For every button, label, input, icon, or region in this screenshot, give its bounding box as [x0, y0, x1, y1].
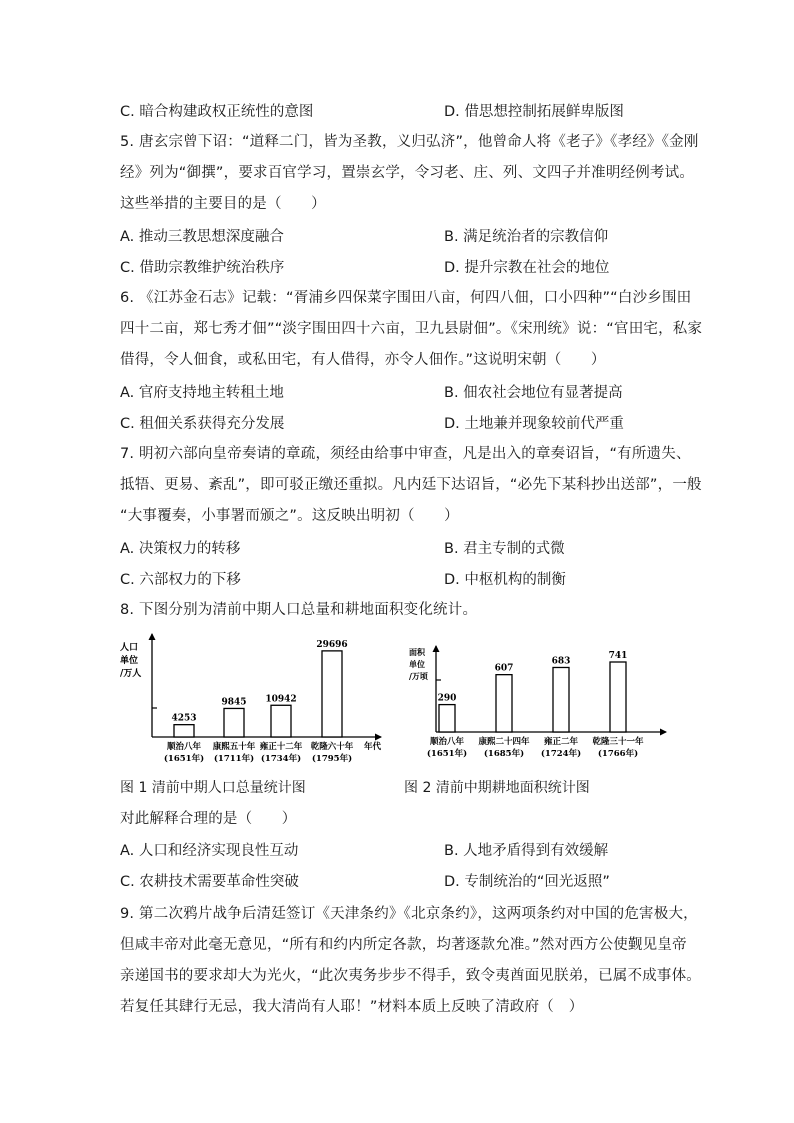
bar	[496, 675, 512, 732]
q7-line-2: 抵牾、更易、紊乱”，即可驳正缴还重拟。凡内廷下达诏旨，“必先下某科抄出送部”，一般	[120, 477, 702, 493]
bar	[224, 708, 244, 737]
x-tick-label: (1795年)	[311, 754, 353, 764]
q7-line-1: 7. 明初六部向皇帝奏请的章疏，须经由给事中审查，凡是出入的章奏诏旨，“有所遗失、	[120, 446, 691, 462]
q6-option-a: A. 官府支持地主转租土地	[120, 385, 284, 401]
bar	[322, 651, 342, 737]
bar	[553, 667, 569, 732]
bar-value-label: 29696	[316, 639, 348, 650]
y-axis-label: 人口	[120, 643, 139, 653]
q8-option-c: C. 农耕技术需要革命性突破	[120, 874, 299, 890]
q8-option-a: A. 人口和经济实现良性互动	[120, 843, 299, 859]
q5-option-d: D. 提升宗教在社会的地位	[444, 260, 610, 276]
x-tick-label: 雍正二年	[543, 737, 579, 747]
x-axis-arrow	[375, 734, 382, 741]
farmland-chart	[404, 642, 674, 770]
q7-option-d: D. 中枢机构的制衡	[444, 572, 566, 588]
x-tick-label: (1711年)	[213, 754, 255, 764]
bar	[174, 725, 194, 737]
q5-option-a: A. 推动三教思想深度融合	[120, 229, 284, 245]
y-axis-arrow	[433, 645, 440, 652]
y-axis-label: 面积	[409, 647, 425, 657]
y-axis-label: 单位	[409, 659, 425, 669]
q5-line-1: 5. 唐玄宗曾下诏：“道释二门，皆为圣教，义归弘济”，他曾命人将《老子》《孝经》《金刚	[120, 134, 699, 150]
bar-value-label: 4253	[171, 713, 197, 724]
q4-option-d: D. 借思想控制拓展鲜卑版图	[444, 104, 624, 120]
x-tick-label: 顺治八年	[429, 737, 465, 747]
q9-line-2: 但咸丰帝对此毫无意见，“所有和约内所定各款，均著逐款允准。”然对西方公使觐见皇帝	[120, 937, 687, 953]
x-tick-label: (1724年)	[540, 749, 582, 759]
x-tick-label: 康熙五十年	[212, 742, 256, 752]
q5-option-b: B. 满足统治者的宗教信仰	[444, 229, 609, 245]
x-tick-label: 康熙二十四年	[478, 737, 530, 747]
y-axis-label: /万人	[120, 669, 142, 679]
q5-line-3: 这些举措的主要目的是（ ）	[120, 196, 326, 212]
bar-value-label: 10942	[265, 694, 297, 705]
bar	[271, 705, 291, 737]
q4-option-c: C. 暗合构建政权正统性的意图	[120, 104, 314, 120]
q6-option-c: C. 租佃关系获得充分发展	[120, 416, 285, 432]
q8-option-b: B. 人地矛盾得到有效缓解	[444, 843, 609, 859]
q6-option-d: D. 土地兼并现象较前代严重	[444, 416, 624, 432]
q5-option-c: C. 借助宗教维护统治秩序	[120, 260, 285, 276]
q7-line-3: “大事覆奏，小事署而颁之”。这反映出明初（ ）	[120, 508, 459, 524]
figure-1-caption: 图 1 清前中期人口总量统计图	[120, 780, 306, 796]
figure-2-caption: 图 2 清前中期耕地面积统计图	[404, 780, 590, 796]
x-axis-arrow	[660, 729, 667, 736]
bar-value-label: 741	[608, 651, 628, 661]
x-tick-label: 顺治八年	[166, 742, 202, 752]
q7-option-a: A. 决策权力的转移	[120, 541, 241, 557]
y-axis-label: /万顷	[409, 671, 428, 681]
q8-intro: 8. 下图分别为清前中期人口总量和耕地面积变化统计。	[120, 602, 478, 618]
q8-option-d: D. 专制统治的“回光返照”	[444, 874, 610, 890]
q6-line-3: 借得，令人佃食，或私田宅，有人借得，亦令人佃作。”这说明宋朝（ ）	[120, 352, 606, 368]
bar-value-label: 290	[437, 693, 457, 704]
q5-line-2: 经》列为“御撰”，要求百官学习，置崇玄学，令习老、庄、列、文四子并准明经例考试。	[120, 165, 695, 181]
q6-option-b: B. 佃农社会地位有显著提高	[444, 385, 623, 401]
x-tick-label: (1734年)	[260, 754, 302, 764]
x-axis-label: 年代	[364, 742, 382, 752]
bar	[610, 662, 626, 732]
x-tick-label: (1685年)	[483, 749, 525, 759]
x-tick-label: 雍正十二年	[259, 742, 303, 752]
x-tick-label: (1651年)	[426, 749, 468, 759]
x-tick-label: (1766年)	[597, 749, 639, 759]
q9-line-1: 9. 第二次鸦片战争后清廷签订《天津条约》《北京条约》，这两项条约对中国的危害极大，	[120, 906, 698, 922]
x-tick-label: 乾隆三十一年	[592, 737, 644, 747]
bar-value-label: 9845	[221, 697, 247, 708]
y-axis-label: 单位	[120, 656, 139, 666]
y-axis-arrow	[149, 633, 156, 640]
q6-line-2: 四十二亩，郑七秀才佃”“淡字围田四十六亩，卫九县尉佃”。《宋刑统》说：“官田宅，私家	[120, 321, 703, 337]
bar-value-label: 607	[494, 663, 514, 674]
q8-question: 对此解释合理的是（ ）	[120, 811, 297, 827]
q9-line-4: 若复任其肆行无忌，我大清尚有人耶！”材料本质上反映了清政府（ ）	[120, 999, 584, 1015]
q7-option-b: B. 君主专制的式微	[444, 541, 565, 557]
q9-line-3: 亲递国书的要求却大为光火，“此次夷务步步不得手，致令夷酋面见朕弟，已属不成事体。	[120, 968, 702, 984]
population-chart	[118, 628, 393, 770]
q6-line-1: 6. 《江苏金石志》记载：“胥浦乡四保菜字围田八亩，何四八佃，口小四种”“白沙乡围田	[120, 290, 692, 306]
bar	[439, 705, 455, 732]
bar-value-label: 683	[551, 656, 571, 667]
q7-option-c: C. 六部权力的下移	[120, 572, 241, 588]
x-tick-label: (1651年)	[163, 754, 205, 764]
x-tick-label: 乾隆六十年	[310, 742, 354, 752]
